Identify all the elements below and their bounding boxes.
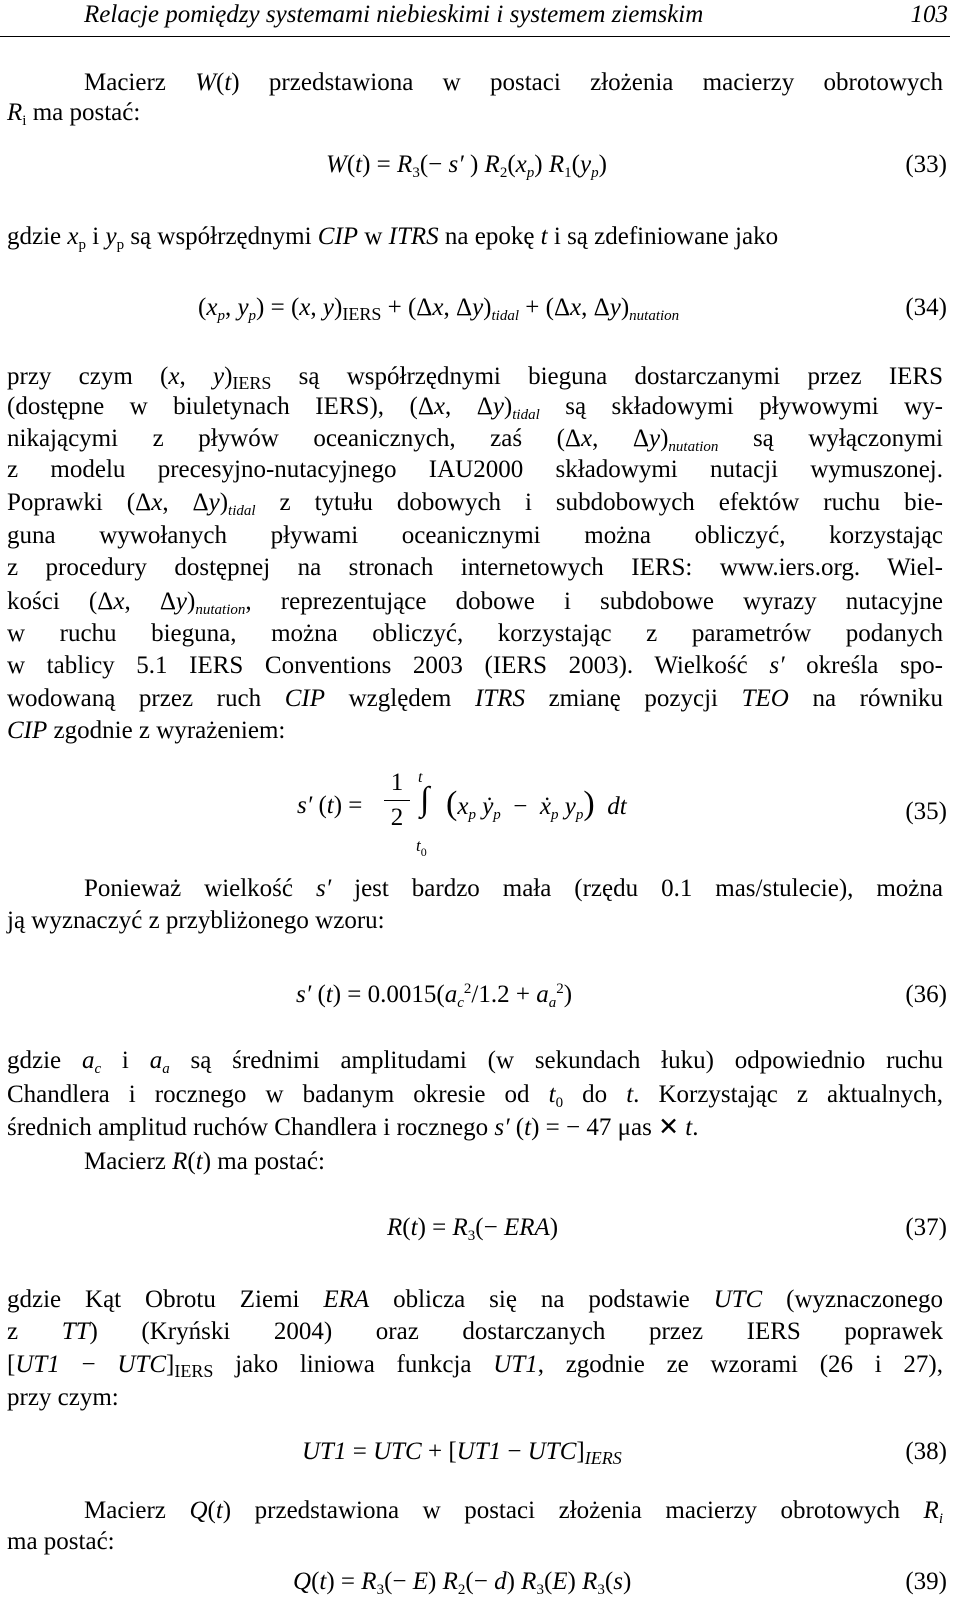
text-line: Poprawki (Δx, $\Delta y)_{tidal}$ z tytułu dobowych i subdobowych efektów ruchu bie- xyxy=(7,489,944,519)
text-line: średnich amplitud ruchów Chandlera i rocznego s′ (t) = − 47 μas ✕ t. xyxy=(7,1114,699,1141)
equation-38: UT1 = UTC + $[UT1 - UTC]_{IERS}$ xyxy=(302,1438,622,1468)
equation-37: $R(t) = R_3(- ERA)$ xyxy=(387,1214,559,1244)
running-title: Relacje pomiędzy systemami niebieskimi i systemem ziemskim xyxy=(84,1,704,28)
equation-39: $Q(t) = R_3(- E)$ $R_2(- d)$ $R_3(E)$ $R_3(s)$ xyxy=(293,1568,632,1598)
equation-number: (37) xyxy=(905,1214,947,1241)
text-line: z modelu precesyjno-nutacyjnego IAU2000 składowymi nutacji wymuszonej. xyxy=(7,456,943,483)
equation-34: ($x_p$, $y_p) = (x$, $y)_{IERS} + (\Delta x$, $\Delta y)_{tidal} + (\Delta x$, $\Delta y)_{nutation}$ xyxy=(198,294,680,324)
equation-number: (38) xyxy=(905,1438,947,1465)
text-line: guna wywołanych pływami oceanicznymi można obliczyć, korzystając xyxy=(7,522,943,549)
text-line: $[UT1 - UTC]_{IERS}$ jako liniowa funkcja UT1, zgodnie ze wzorami (26 i 27), xyxy=(7,1351,943,1381)
equation-number: (39) xyxy=(905,1568,947,1595)
text-line: gdzie Kąt Obrotu Ziemi ERA oblicza się na podstawie UTC (wyznaczonego xyxy=(7,1286,943,1313)
running-header xyxy=(0,0,950,37)
text-line: z TT) (Kryński 2004) oraz dostarczanych przez IERS poprawek xyxy=(7,1318,943,1345)
text-line: Ponieważ wielkość s′ jest bardzo mała (rzędu 0.1 mas/stulecie), można xyxy=(84,875,944,902)
text-line: przy czym (x, $y)_{IERS}$ są współrzędnymi bieguna dostarczanymi przez IERS xyxy=(7,363,944,393)
text-line: nikającymi z pływów oceanicznych, zaś (Δx, $\Delta y)_{nutation}$ są wyłączonymi xyxy=(7,425,943,455)
text-line: (dostępne w biuletynach IERS), (Δx, $\Delta y)_{tidal}$ są składowymi pływowymi wy- xyxy=(7,393,944,423)
text-line: przy czym: xyxy=(7,1384,119,1411)
text-line: wodowaną przez ruch CIP względem ITRS zmianę pozycji TEO na równiku xyxy=(7,685,944,712)
equation-number: (34) xyxy=(905,294,947,321)
text-line: gdzie $x_p$ i $y_p$ są współrzędnymi CIP w ITRS na epokę t i są zdefiniowane jako xyxy=(7,223,779,253)
equation-number: (33) xyxy=(905,151,947,178)
text-line: gdzie $a_c$ i $a_a$ są średnimi amplitudami (w sekundach łuku) odpowiednio ruchu xyxy=(7,1047,944,1077)
equation-number: (35) xyxy=(905,798,947,825)
text-line: w tablicy 5.1 IERS Conventions 2003 (IERS 2003). Wielkość s′ określa spo- xyxy=(7,652,943,679)
text-line: Macierz R(t) ma postać: xyxy=(84,1148,325,1175)
text-line: Macierz Q(t) przedstawiona w postaci złożenia macierzy obrotowych $R_i$ xyxy=(84,1497,943,1527)
text-line: kości (Δx, $\Delta y)_{nutation}$, reprezentujące dobowe i subdobowe wyrazy nutacyjne xyxy=(7,588,943,618)
text-line: CIP zgodnie z wyrażeniem: xyxy=(7,717,286,744)
equation-number: (36) xyxy=(905,981,947,1008)
equation-36: s′ $(t) = 0.0015(a_c^2/1.2 + a_a^2)$ xyxy=(296,981,573,1011)
text-line: ją wyznaczyć z przybliżonego wzoru: xyxy=(7,907,385,934)
text-line: Chandlera i rocznego w badanym okresie od $t_0$ do t. Korzystając z aktualnych, xyxy=(7,1081,943,1111)
page-number: 103 xyxy=(910,1,948,28)
text-line: Macierz W(t) przedstawiona w postaci złożenia macierzy obrotowych xyxy=(84,69,943,96)
text-line: $R_i$ ma postać: xyxy=(7,99,141,129)
page: Relacje pomiędzy systemami niebieskimi i systemem ziemskim 103 Macierz W(t) przedstawiona w postaci złożenia macierzy obrotowych $R_i$ ma postać: $W(t) = R_3(- s'$ ) $R_2(x_p)$ $R_1(y_p)$ (33) gdzie $x_p$ i $y_p$ są współrzędnymi CIP w ITRS na epokę t i są zdefiniowane jako ($x_p$, $y_p) = (x$, $y)_{IERS} + (\Delta x$, $\Delta y)_{tidal} + (\Delta x$, $\Delta y)_{nutation}$ (34) przy czym (x, $y)_{IERS}$ są współrzędnymi bieguna dostarczanymi przez IERS (dostępne w biuletynach IERS), (Δx, $\Delta y)_{tidal}$ są składowymi pływowymi wy- nikającymi z pływów oceanicznych, zaś (Δx, $\Delta y)_{nutation}$ są wyłączonymi z modelu precesyjno-nutacyjnego IAU2000 składowymi nutacji wymuszonej. Poprawki (Δx, $\Delta y)_{tidal}$ z tytułu dobowych i subdobowych efektów ruchu bie- guna wywołanych pływami oceanicznymi można obliczyć, korzystając z procedury dostępnej na stronach internetowych IERS: www.iers.org. Wiel- kości (Δx, $\Delta y)_{nutation}$, reprezentujące dobowe i subdobowe wyrazy nutacyjne w ruchu bieguna, można obliczyć, korzystając z parametrów podanych w tablicy 5.1 IERS Conventions 2003 (IERS 2003). Wielkość s′ określa spo- wodowaną przez ruch CIP względem ITRS zmianę pozycji TEO na równiku CIP zgodnie z wyrażeniem: s′ (t) = $\frac{1}{2}$ t ∫ $t_0$ ($x_p$ ẏ$_p$ − ẋ$_p$ $y_p$) dt (35) Ponieważ wielkość s′ jest bardzo mała (rzędu 0.1 mas/stulecie), można ją wyznaczyć z przybliżonego wzoru: s′ $(t) = 0.0015(a_c^2/1.2 + a_a^2)$ (36) gdzie $a_c$ i $a_a$ są średnimi amplitudami (w sekundach łuku) odpowiednio ruchu Chandlera i rocznego w badanym okresie od $t_0$ do t. Korzystając z aktualnych, średnich amplitud ruchów Chandlera i rocznego s′ (t) = − 47 μas ✕ t. Macierz R(t) ma postać: $R(t) = R_3(- ERA)$ (37) gdzie Kąt Obrotu Ziemi ERA oblicza się na podstawie UTC (wyznaczonego z TT) (Kryński 2004) oraz dostarczanych przez IERS poprawek $[UT1 - UTC]_{IERS}$ jako liniowa funkcja UT1, zgodnie ze wzorami (26 i 27), przy czym: UT1 = UTC + $[UT1 - UTC]_{IERS}$ (38) Macierz Q(t) przedstawiona w postaci złożenia macierzy obrotowych $R_i$ ma postać: $Q(t) = R_3(- E)$ $R_2(- d)$ $R_3(E)$ $R_3(s)$ (39) xyxy=(0,0,960,1588)
text-line: ma postać: xyxy=(7,1528,115,1555)
text-line: z procedury dostępnej na stronach internetowych IERS: www.iers.org. Wiel- xyxy=(7,554,943,581)
equation-33: $W(t) = R_3(- s'$ ) $R_2(x_p)$ $R_1(y_p)$ xyxy=(326,151,607,181)
text-line: w ruchu bieguna, można obliczyć, korzystając z parametrów podanych xyxy=(7,620,943,647)
